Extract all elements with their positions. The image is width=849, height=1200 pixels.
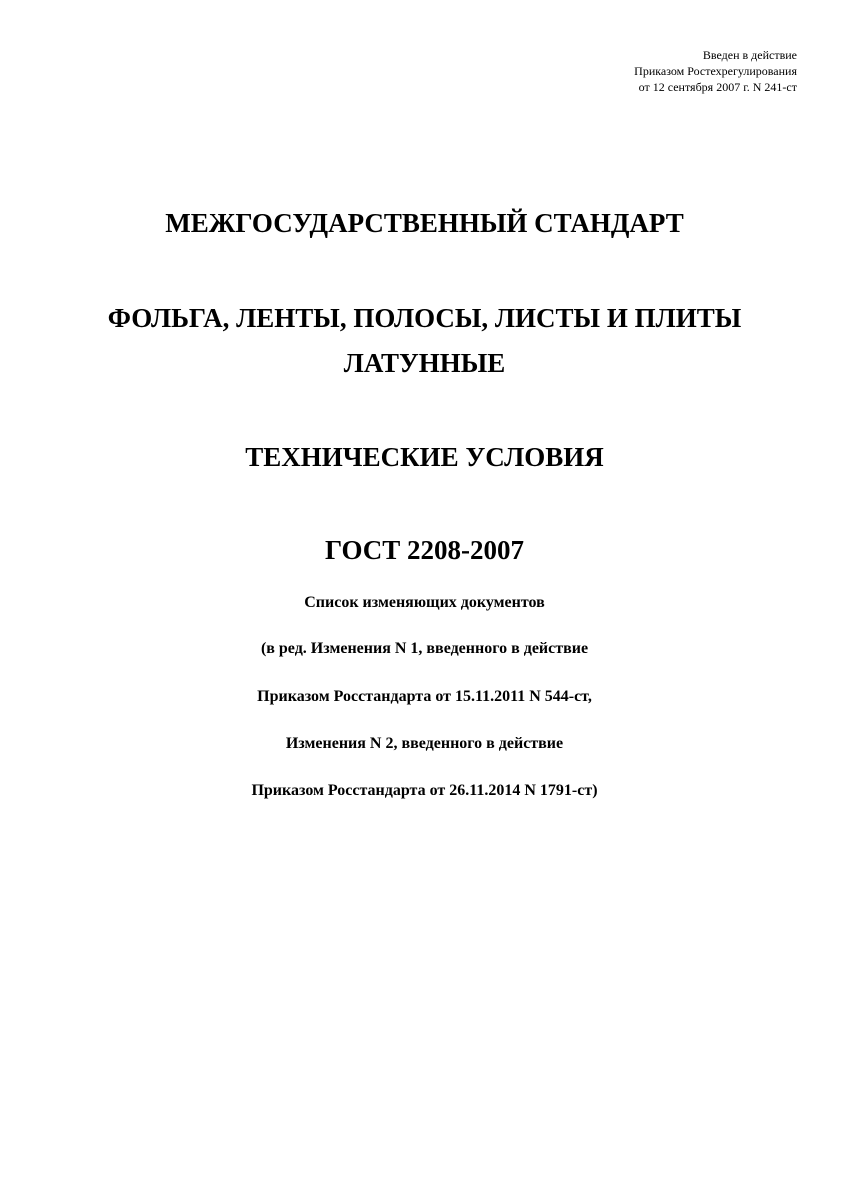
enactment-note-line: от 12 сентября 2007 г. N 241-ст — [638, 80, 797, 94]
standard-name-line-2: ЛАТУННЫЕ — [343, 348, 506, 378]
enactment-note-line: Приказом Ростехрегулирования — [634, 64, 797, 78]
amendments-line: (в ред. Изменения N 1, введенного в действие — [260, 640, 589, 657]
enactment-note-line: Введен в действие — [702, 48, 797, 62]
amendments-line: Изменения N 2, введенного в действие — [285, 735, 564, 752]
amendments-line: Приказом Росстандарта от 26.11.2014 N 1791-ст) — [251, 782, 598, 799]
amendments-line: Приказом Росстандарта от 15.11.2011 N 544-ст, — [257, 688, 592, 705]
standard-name-line-1: ФОЛЬГА, ЛЕНТЫ, ПОЛОСЫ, ЛИСТЫ И ПЛИТЫ — [107, 303, 742, 333]
standard-category: МЕЖГОСУДАРСТВЕННЫЙ СТАНДАРТ — [165, 208, 684, 238]
standard-subtitle: ТЕХНИЧЕСКИЕ УСЛОВИЯ — [245, 442, 604, 472]
standard-code: ГОСТ 2208-2007 — [324, 535, 525, 565]
amendments-heading: Список изменяющих документов — [304, 594, 545, 611]
enactment-note — [634, 47, 797, 95]
